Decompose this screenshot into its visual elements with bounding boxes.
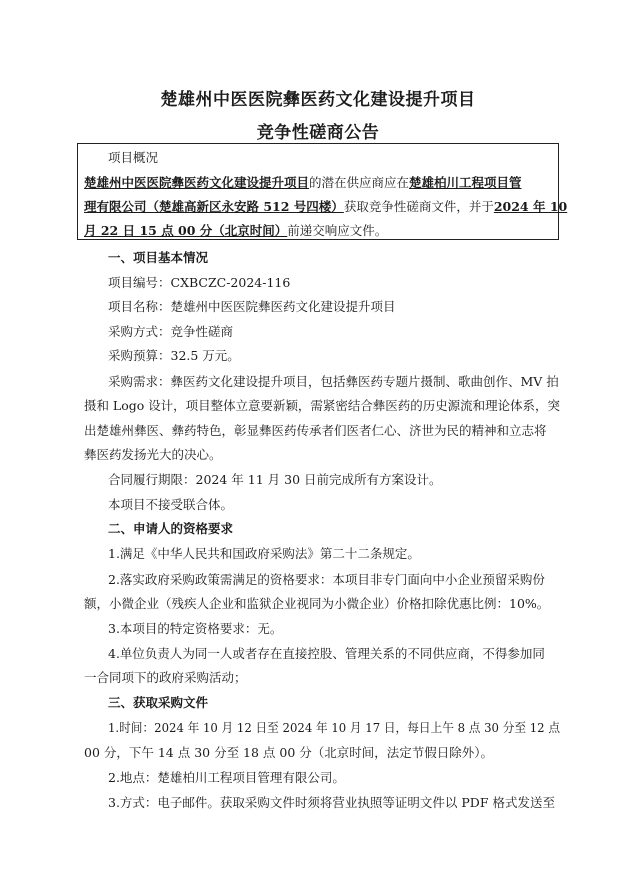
- procurement-method: 采购方式：竞争性磋商: [108, 324, 234, 339]
- overview-agency-name: 楚雄柏川工程项目管: [409, 175, 522, 190]
- overview-line-2: [84, 199, 568, 215]
- procurement-requirement-line-3: 出楚雄州彝医、彝药特色，彰显彝医药传承者们医者仁心、济世为民的精神和立志将: [84, 423, 547, 438]
- overview-line-1: [84, 175, 554, 191]
- qualification-4-line-1: 4.单位负责人为同一人或者存在直接控股、管理关系的不同供应商，不得参加同: [108, 646, 545, 661]
- obtain-location: 2.地点：楚雄柏川工程项目管理有限公司。: [108, 770, 345, 785]
- procurement-requirement-line-4: 彝医药发扬光大的决心。: [84, 447, 222, 462]
- obtain-method: 3.方式：电子邮件。获取采购文件时须将营业执照等证明文件以 PDF 格式发送至: [108, 795, 555, 810]
- section-2-heading: 二、申请人的资格要求: [108, 521, 234, 536]
- overview-line-3: [84, 223, 387, 239]
- procurement-requirement-line-1: 采购需求：彝医药文化建设提升项目，包括彝医药专题片摄制、歌曲创作、MV 拍: [108, 374, 559, 389]
- obtain-time-line-2: 00 分，下午 14 点 30 分至 18 点 00 分（北京时间，法定节假日除外）。: [84, 745, 494, 760]
- overview-deadline-time: 月 22 日 15 点 00 分（北京时间）: [84, 223, 288, 238]
- title-announcement-type: 竞争性磋商公告: [256, 123, 380, 143]
- project-number: 项目编号：CXBCZC-2024-116: [108, 275, 291, 290]
- overview-project-name: 楚雄州中医医院彝医药文化建设提升项目: [84, 175, 310, 190]
- contract-period: 合同履行期限：2024 年 11 月 30 日前完成所有方案设计。: [108, 472, 442, 487]
- qualification-2-line-1: 2.落实政府采购政策需满足的资格要求：本项目非专门面向中小企业预留采购份: [108, 572, 545, 587]
- title-project-name: 楚雄州中医医院彝医药文化建设提升项目: [160, 90, 476, 110]
- overview-text: 前递交响应文件。: [287, 223, 388, 238]
- overview-agency-address: 理有限公司（楚雄高新区永安路 512 号四楼）: [84, 199, 344, 214]
- obtain-time-line-1: 1.时间：2024 年 10 月 12 日至 2024 年 10 月 17 日，每日上午 8 点 30 分至 12 点: [108, 720, 561, 735]
- procurement-budget: 采购预算：32.5 万元。: [108, 348, 240, 363]
- qualification-2-line-2: 额，小微企业（残疾人企业和监狱企业视同为小微企业）价格扣除优惠比例：10%。: [84, 596, 550, 611]
- consortium-note: 本项目不接受联合体。: [108, 497, 234, 512]
- section-3-heading: 三、获取采购文件: [108, 695, 209, 710]
- project-name: 项目名称：楚雄州中医医院彝医药文化建设提升项目: [108, 299, 396, 314]
- overview-text: 获取竞争性磋商文件，并于: [343, 199, 494, 214]
- section-1-heading: 一、项目基本情况: [108, 250, 209, 265]
- qualification-1: 1.满足《中华人民共和国政府采购法》第二十二条规定。: [108, 546, 420, 561]
- overview-heading: 项目概况: [108, 150, 159, 165]
- qualification-3: 3.本项目的特定资格要求：无。: [108, 621, 283, 636]
- overview-text: 的潜在供应商应在: [309, 175, 410, 190]
- overview-deadline: 2024 年 10: [493, 199, 568, 214]
- qualification-4-line-2: 一合同项下的政府采购活动；: [84, 670, 247, 685]
- procurement-requirement-line-2: 摄和 Logo 设计，项目整体立意要新颖，需紧密结合彝医药的历史源流和理论体系，突: [84, 398, 561, 413]
